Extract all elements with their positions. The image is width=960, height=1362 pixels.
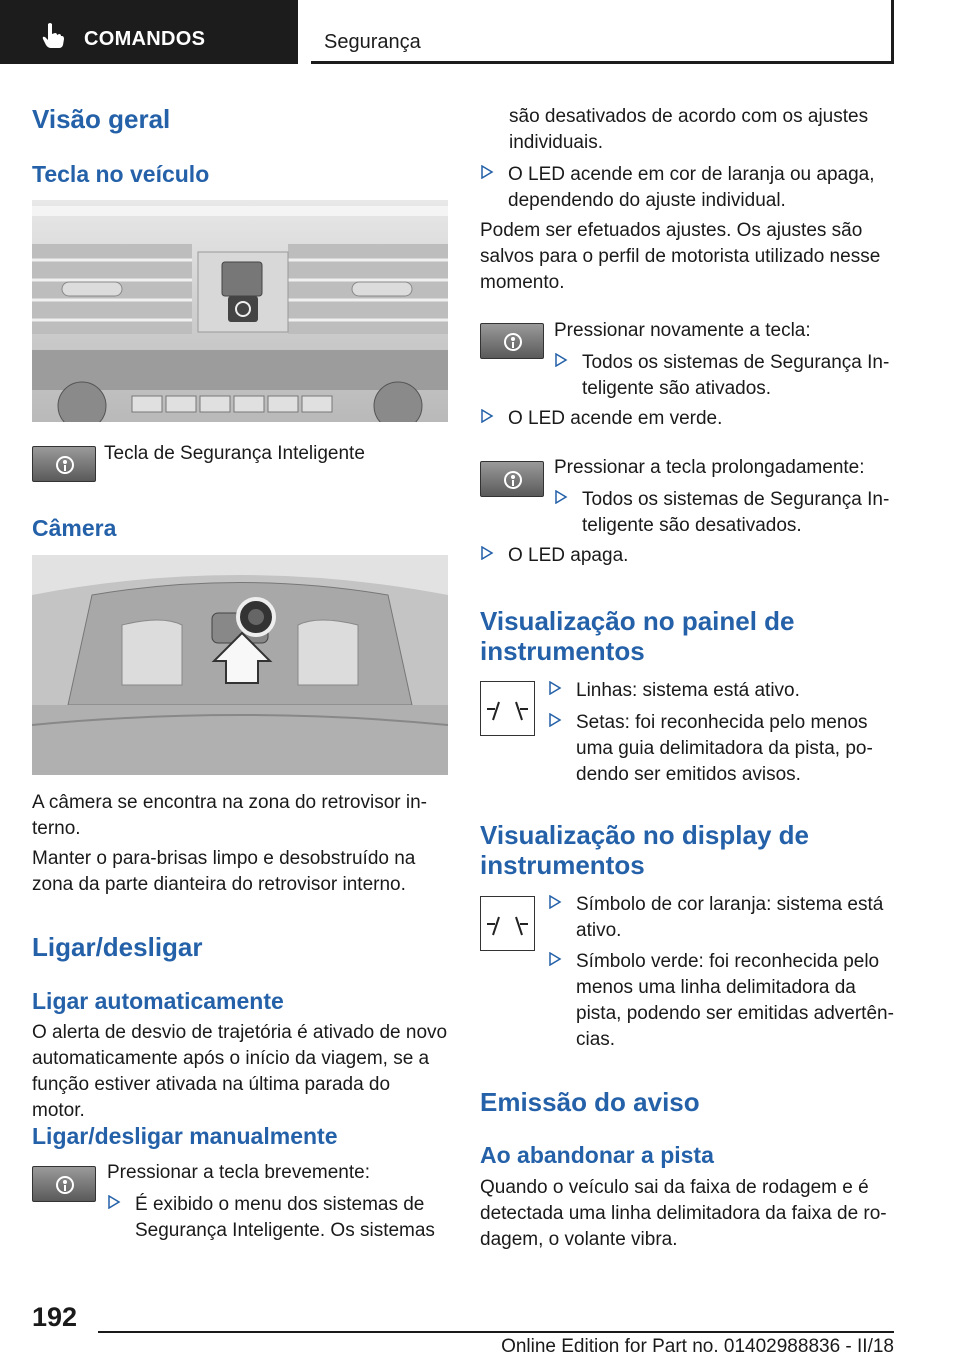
dashboard-button-image [32,200,448,422]
display-bullet-1: Símbolo de cor laranja: sistema está ativo. [576,894,884,941]
bullet-triangle-icon [480,409,494,423]
safety-button-icon [480,323,544,359]
led-orange-text: O LED acende em cor de laranja ou apaga, dependendo do ajuste individual. [508,164,875,211]
edition-footer: Online Edition for Part no. 01402988836 - II/18 [501,1336,894,1357]
list-item [554,487,894,539]
leaving-lane-text: Quando o veículo sai da faixa de rodagem e é detectada uma linha delimitadora da faixa de ro- dagem, o volante vibra. [480,1177,887,1250]
hand-pointer-icon [42,22,64,48]
chapter-label: Segurança [324,31,421,53]
heading-camera: Câmera [32,515,117,541]
bullet-triangle-icon [548,713,562,727]
list-item [480,543,894,569]
safety-button-icon [32,1166,96,1202]
panel-bullet-2: Setas: foi reconhecida pelo menos uma guia delimitadora da pista, po- dendo ser emitidos avisos. [576,712,873,785]
bullet-triangle-icon [548,681,562,695]
bullet-triangle-icon [554,353,568,367]
page-number: 192 [32,1302,78,1332]
heading-overview: Visão geral [32,104,171,134]
press-again-text: Pressionar novamente a tecla: [554,320,811,341]
heading-leaving-lane: Ao abandonar a pista [480,1142,714,1168]
heading-instrument-display: Visualização no display de instrumentos [480,820,809,880]
footer-divider [98,1331,894,1333]
bullet-triangle-icon [480,546,494,560]
list-item [548,892,894,944]
led-green-text: O LED acende em verde. [508,408,723,429]
heading-button-in-vehicle: Tecla no veículo [32,161,210,187]
all-on-text: Todos os sistemas de Segurança In- teligente são ativados. [582,352,890,399]
chapter-header [311,0,894,64]
camera-text-2: Manter o para-brisas limpo e desobstruído na zona da parte dianteira do retrovisor interno. [32,848,416,895]
manual-intro: Pressionar a tecla brevemente: [107,1162,370,1183]
list-item [554,350,894,402]
bullet-triangle-icon [548,895,562,909]
list-item [480,162,894,214]
led-off-text: O LED apaga. [508,545,629,566]
safety-button-icon [480,461,544,497]
lane-lines-icon [480,896,535,951]
heading-warning: Emissão do aviso [480,1087,700,1117]
list-item [548,710,894,788]
heading-on-off: Ligar/desligar [32,932,203,962]
press-long-text: Pressionar a tecla prolongadamente: [554,457,865,478]
bullet-triangle-icon [480,165,494,179]
section-label: COMANDOS [84,28,206,50]
list-item [548,949,894,1053]
adjust-text: Podem ser efetuados ajustes. Os ajustes são salvos para o perfil de motorista utilizado nesse momento. [480,220,881,293]
continued-text: são desativados de acordo com os ajustes individuais. [509,106,869,153]
heading-instrument-panel: Visualização no painel de instrumentos [480,606,795,666]
list-item [480,406,894,432]
bullet-triangle-icon [548,952,562,966]
section-tab [0,0,298,64]
lane-lines-icon [480,681,535,736]
heading-auto-on: Ligar automaticamente [32,988,284,1014]
auto-on-text: O alerta de desvio de trajetória é ativado de novo automaticamente após o início da viagem, se a função estiver ativada na última parada do motor. [32,1022,448,1121]
heading-manual: Ligar/desligar manualmente [32,1123,338,1149]
safety-button-icon [32,446,96,482]
all-off-text: Todos os sistemas de Segurança In- teligente são desativados. [582,489,890,536]
list-item [548,678,894,704]
manual-bullet-1: É exibido o menu dos sistemas de Segurança Inteligente. Os sistemas [135,1194,435,1241]
button-caption: Tecla de Segurança Inteligente [104,443,365,464]
camera-text-1: A câmera se encontra na zona do retrovisor in- terno. [32,792,427,839]
camera-image [32,555,448,775]
display-bullet-2: Símbolo verde: foi reconhecida pelo menos uma linha delimitadora da pista, podendo ser emitidas advertên- cias. [576,951,894,1050]
list-item [107,1192,447,1244]
panel-bullet-1: Linhas: sistema está ativo. [576,680,800,701]
bullet-triangle-icon [107,1195,121,1209]
bullet-triangle-icon [554,490,568,504]
